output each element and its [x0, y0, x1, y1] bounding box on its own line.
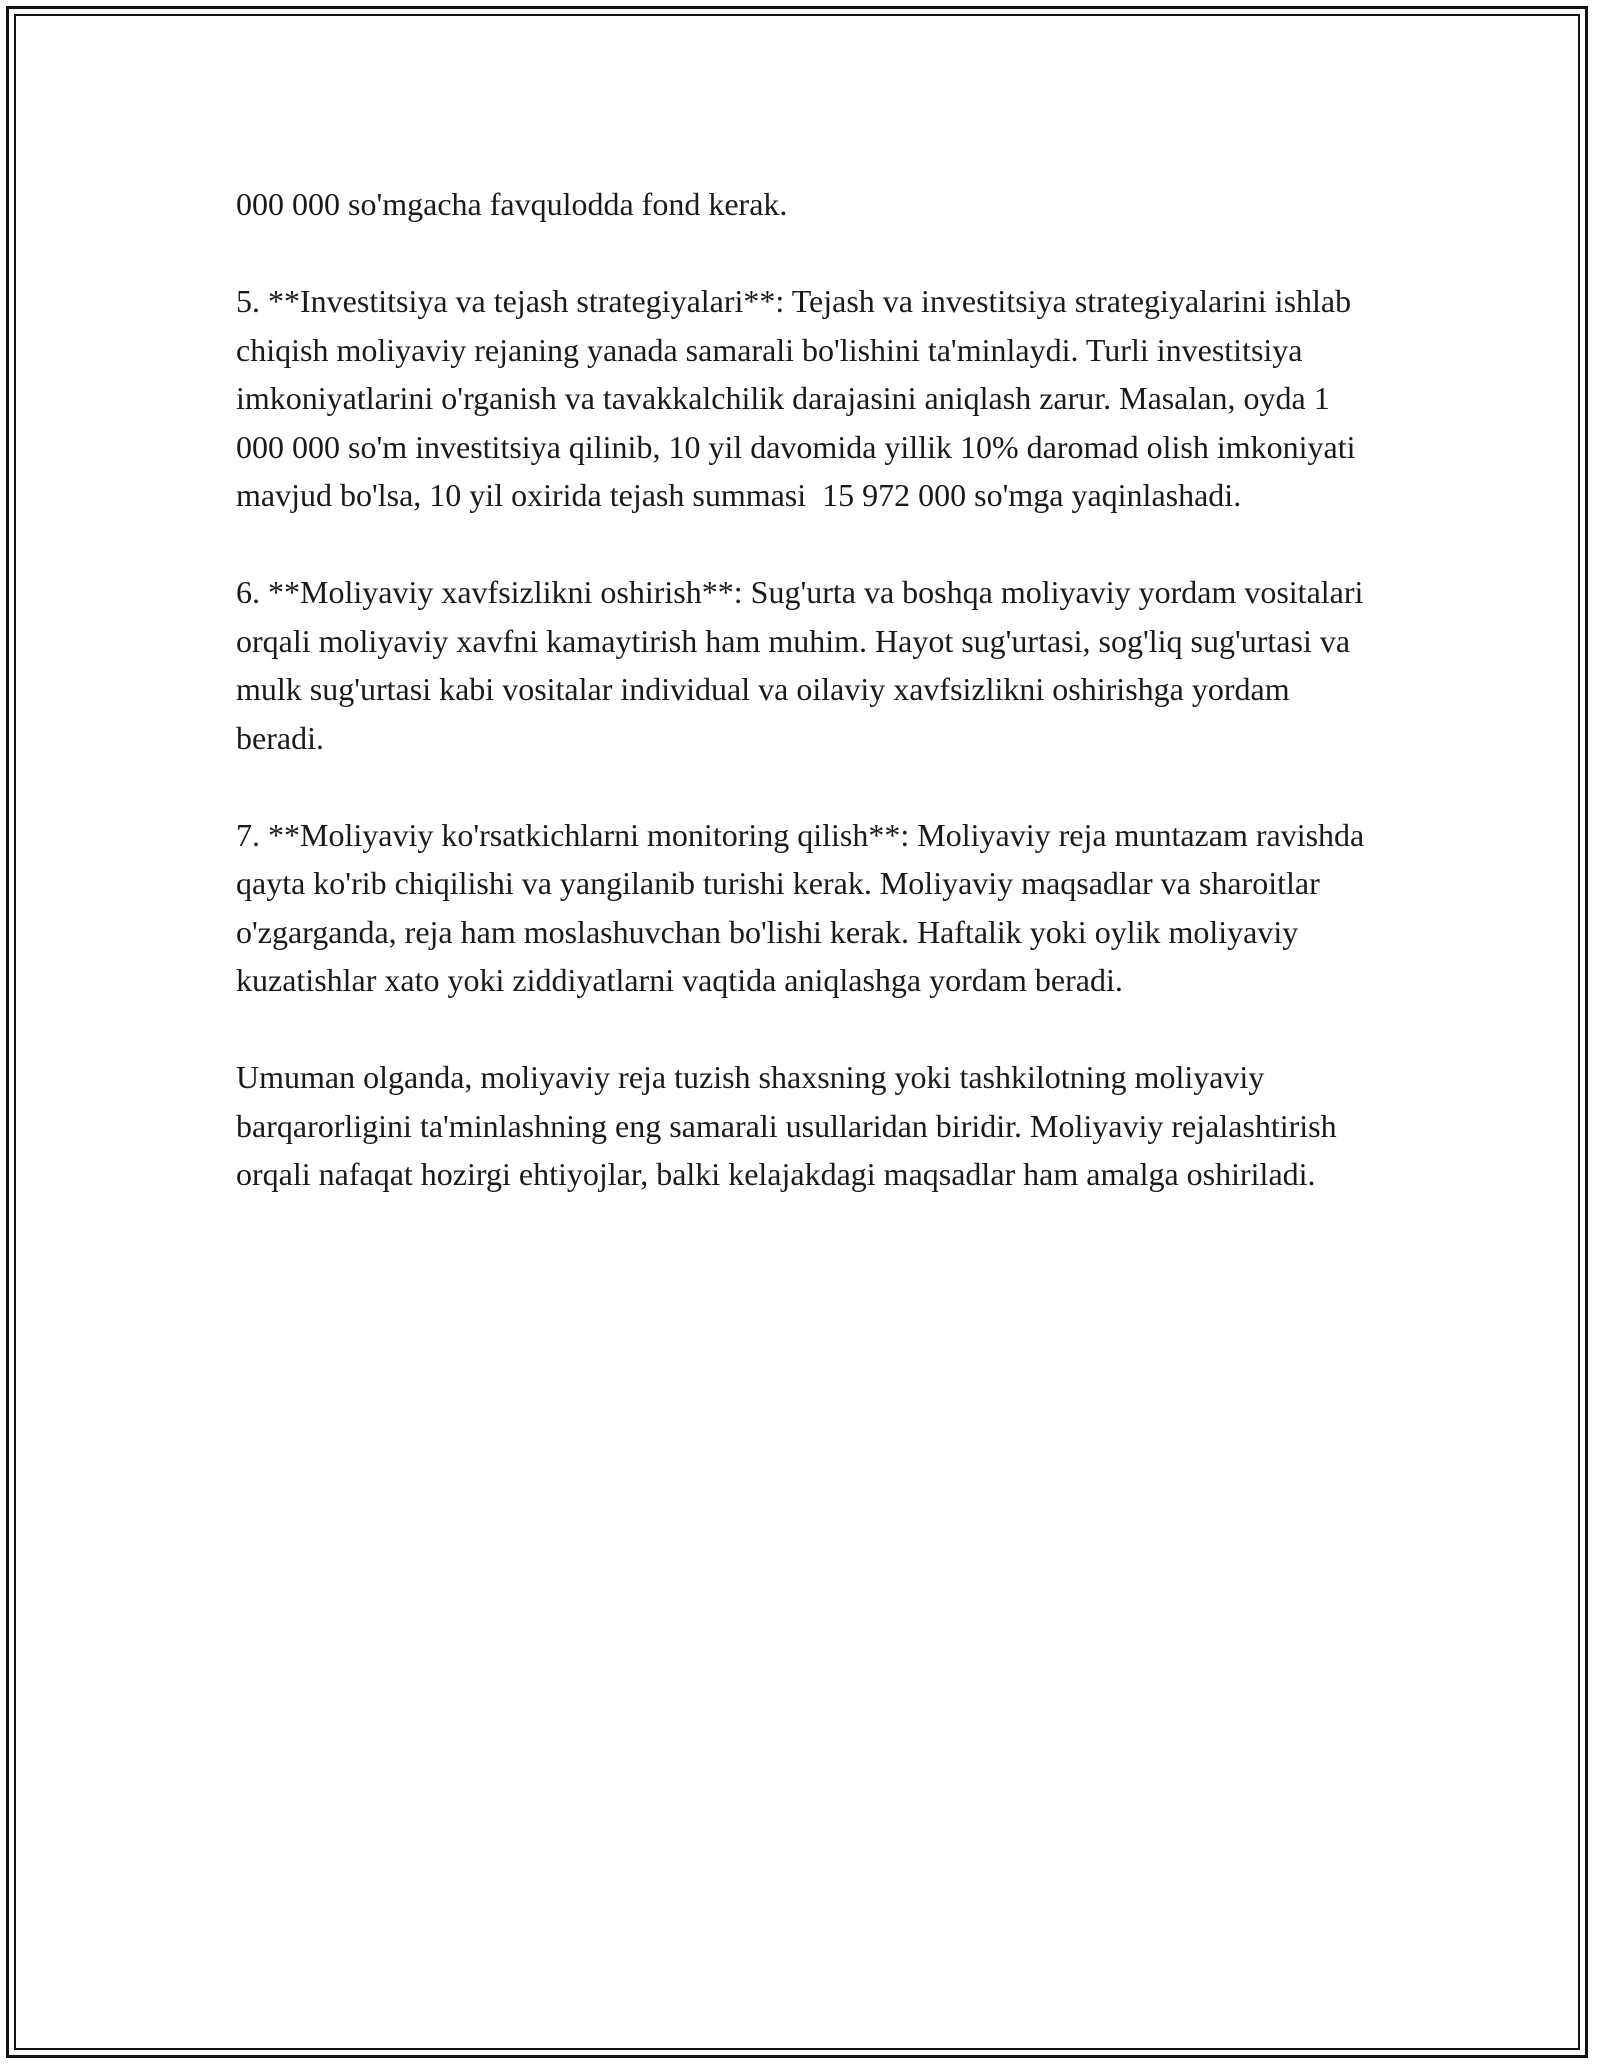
paragraph-financial-security: 6. **Moliyaviy xavfsizlikni oshirish**: Sug'urta va boshqa moliyaviy yordam vositalari orqali moliyaviy xavfni kamaytirish ham muhim. Hayot sug'urtasi, sog'liq sug'urtasi va mulk sug'urtasi kabi vositalar individual va oilaviy xavfsizlikni oshirishga yordam beradi.	[236, 574, 1372, 756]
paragraph-conclusion: Umuman olganda, moliyaviy reja tuzish shaxsning yoki tashkilotning moliyaviy barqarorligini ta'minlashning eng samarali usullaridan biridir. Moliyaviy rejalashtirish orqali nafaqat hozirgi ehtiyojlar, balki kelajakdagi maqsadlar ham amalga oshiriladi.	[236, 1059, 1345, 1192]
document-body	[236, 180, 1373, 1199]
paragraph-monitoring: 7. **Moliyaviy ko'rsatkichlarni monitoring qilish**: Moliyaviy reja muntazam ravishda qayta ko'rib chiqilishi va yangilanib turishi kerak. Moliyaviy maqsadlar va sharoitlar o'zgarganda, reja ham moslashuvchan bo'lishi kerak. Haftalik yoki oylik moliyaviy kuzatishlar xato yoki ziddiyatlarni vaqtida aniqlashga yordam beradi.	[236, 816, 1373, 998]
paragraph-investment-strategies: 5. **Investitsiya va tejash strategiyalari**: Tejash va investitsiya strategiyalarini ishlab chiqish moliyaviy rejaning yanada samarali bo'lishini ta'minlaydi. Turli investitsiya imkoniyatlarini o'rganish va tavakkalchilik darajasini aniqlash zarur. Masalan, oyda 1 000 000 so'm investitsiya qilinib, 10 yil davomida yillik 10% daromad olish imkoniyati mavjud bo'lsa, 10 yil oxirida tejash summasi 15 972 000 so'mga yaqinlashadi.	[236, 283, 1364, 513]
paragraph-emergency-fund: 000 000 so'mgacha favqulodda fond kerak.	[236, 186, 788, 222]
